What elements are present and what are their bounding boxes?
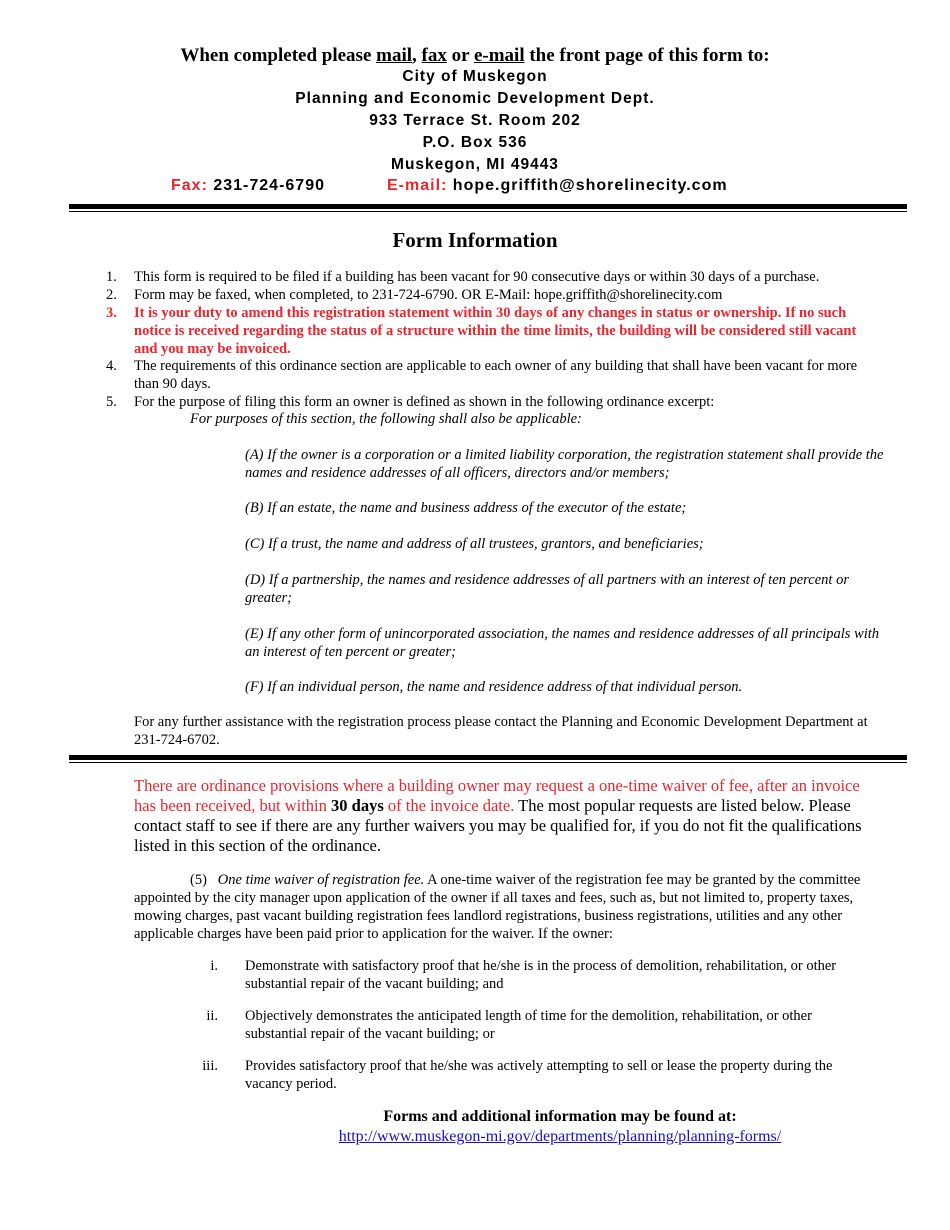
condition-number: i. bbox=[210, 958, 218, 974]
divider-thick bbox=[69, 755, 907, 760]
address-line-pobox: P.O. Box 536 bbox=[422, 134, 528, 151]
email-label: E-mail: bbox=[387, 177, 448, 194]
address-line-dept: Planning and Economic Development Dept. bbox=[295, 90, 655, 107]
contact-line bbox=[0, 177, 950, 199]
email-contact bbox=[387, 177, 728, 195]
excerpt-item-f: (F) If an individual person, the name and residence address of that individual person. bbox=[245, 679, 743, 695]
paragraph-title: One time waiver of registration fee. bbox=[217, 872, 425, 888]
list-text: It is your duty to amend this registration statement within 30 days of any changes in status or ownership. If no such notice is received regarding the status of a structure within the time limits, the building will be considered still vacant and you may be invoiced. bbox=[134, 305, 857, 357]
fax-number: 231-724-6790 bbox=[213, 177, 325, 194]
list-number: 1. bbox=[106, 269, 117, 285]
excerpt-item-d: (D) If a partnership, the names and residence addresses of all partners with an interest of ten percent or greater; bbox=[245, 572, 849, 606]
fax-label: Fax: bbox=[171, 177, 208, 194]
list-number: 2. bbox=[106, 287, 117, 303]
list-text: Form may be faxed, when completed, to 231-724-6790. OR E-Mail: hope.griffith@shorelinecity.com bbox=[134, 287, 723, 303]
forms-heading: Forms and additional information may be found at: bbox=[383, 1108, 737, 1125]
email-word: e-mail bbox=[473, 45, 525, 66]
list-number: 5. bbox=[106, 394, 117, 410]
list-text: This form is required to be filed if a building has been vacant for 90 consecutive days or within 30 days of a purchase. bbox=[134, 269, 820, 285]
address-line-city: City of Muskegon bbox=[402, 68, 548, 85]
condition-number: ii. bbox=[206, 1008, 218, 1024]
divider-thick bbox=[69, 204, 907, 209]
submission-instructions bbox=[0, 44, 950, 68]
address-line-citystate: Muskegon, MI 49443 bbox=[391, 156, 559, 173]
separator: , bbox=[412, 45, 422, 66]
divider-thin bbox=[69, 211, 907, 212]
divider-thin bbox=[69, 762, 907, 763]
condition-text: Provides satisfactory proof that he/she was actively attempting to sell or lease the property during the vacancy period. bbox=[245, 1058, 833, 1092]
waiver-paragraph bbox=[134, 871, 874, 943]
paragraph-text: A one-time waiver of the registration fee may be granted by the committee appointed by the city manager upon application of the owner if all taxes and fees, such as, but not limited to, property taxes, mowing charges, past vacant building registration fees landlord registrations, business registrations, utilities and any other applicable charges have been paid prior to application for the waiver. If the owner: bbox=[134, 872, 861, 942]
waiver-notice bbox=[134, 776, 874, 856]
fax-word: fax bbox=[421, 45, 447, 66]
waiver-days: 30 days bbox=[331, 796, 384, 815]
list-number: 3. bbox=[106, 305, 117, 321]
separator: or bbox=[446, 45, 474, 66]
list-text: The requirements of this ordinance section are applicable to each owner of any building that shall have been vacant for more than 90 days. bbox=[134, 358, 858, 392]
excerpt-item-e: (E) If any other form of unincorporated association, the names and residence addresses of all principals with an interest of ten percent or greater; bbox=[245, 626, 880, 660]
fax-contact bbox=[171, 177, 325, 195]
instructions-prefix: When completed please bbox=[180, 45, 377, 66]
address-line-street: 933 Terrace St. Room 202 bbox=[369, 112, 581, 129]
condition-number: iii. bbox=[202, 1058, 218, 1074]
section-title: Form Information bbox=[392, 228, 558, 252]
assistance-note: For any further assistance with the registration process please contact the Planning and Economic Development Department at 231-724-6702. bbox=[134, 714, 868, 748]
mail-word: mail bbox=[376, 45, 413, 66]
email-address: hope.griffith@shorelinecity.com bbox=[452, 177, 728, 194]
excerpt-item-a: (A) If the owner is a corporation or a limited liability corporation, the registration statement shall provide the names and residence addresses of all officers, directors and/or members; bbox=[245, 447, 884, 481]
waiver-red-text: There are ordinance provisions where a building owner may request a one-time waiver of fee, after an invoice has been received, but within bbox=[134, 776, 860, 815]
instructions-suffix: the front page of this form to: bbox=[524, 45, 770, 66]
waiver-text: The most popular requests are listed below. Please contact staff to see if there are any further waivers you may be qualified for, if you do not fit the qualifications listed in this section of the ordinance. bbox=[134, 796, 862, 855]
excerpt-item-b: (B) If an estate, the name and business address of the executor of the estate; bbox=[245, 500, 687, 516]
excerpt-item-c: (C) If a trust, the name and address of all trustees, grantors, and beneficiaries; bbox=[245, 536, 704, 552]
excerpt-intro: For purposes of this section, the following shall also be applicable: bbox=[190, 411, 582, 427]
list-text: For the purpose of filing this form an owner is defined as shown in the following ordinance excerpt: bbox=[134, 394, 715, 410]
condition-text: Objectively demonstrates the anticipated length of time for the demolition, rehabilitation, or other substantial repair of the vacant building; or bbox=[245, 1008, 812, 1042]
forms-link[interactable]: http://www.muskegon-mi.gov/departments/planning/planning-forms/ bbox=[338, 1128, 782, 1145]
list-number: 4. bbox=[106, 358, 117, 374]
paragraph-number: (5) bbox=[190, 872, 207, 888]
condition-text: Demonstrate with satisfactory proof that he/she is in the process of demolition, rehabilitation, or other substantial repair of the vacant building; and bbox=[245, 958, 837, 992]
waiver-red-text: of the invoice date. bbox=[383, 796, 515, 815]
